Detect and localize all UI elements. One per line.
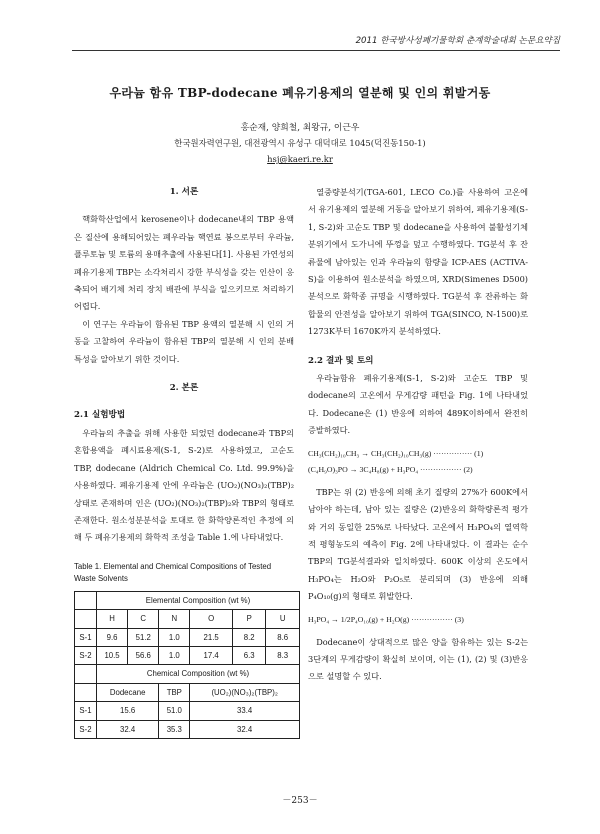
paper-email	[0, 154, 600, 164]
chemical-col-dodecane: Dodecane	[97, 683, 159, 701]
results-paragraph-1: 우라늄함유 폐유기용제(S-1, S-2)와 고순도 TBP 및 dodecane의 고온에서 무게감량 패턴을 Fig. 1에 나타내었다. Dodecane은 (1) 반응에 의하여 489K이하에서 완전히 증발하였다.	[308, 373, 528, 436]
paper-affiliation: 한국원자력연구원, 대전광역시 유성구 대덕대로 1045(덕진동150-1)	[174, 138, 426, 148]
table-row: S-1 9.6 51.2 1.0 21.5 8.2 8.6	[75, 628, 300, 646]
elemental-header: Elemental Composition (wt %)	[97, 591, 300, 609]
elemental-col-n: N	[159, 610, 190, 628]
left-column	[74, 184, 294, 739]
table-row: S-2 10.5 56.6 1.0 17.4 6.3 8.3	[75, 646, 300, 664]
chemical-col-complex: (UO₂)(NO₃)₂(TBP)₂	[190, 683, 300, 701]
chemical-header: Chemical Composition (wt %)	[97, 665, 300, 683]
equation-1: CH₃(CH₂)₁₀CH₃ → CH₃(CH₂)₁₀CH₃(g) ··············· (1)	[308, 448, 484, 458]
section-2-2-title: 2.2 결과 및 토의	[308, 355, 374, 366]
table-row: S-2 32.4 35.3 32.4	[75, 720, 300, 738]
method-paragraph: 열중량분석기(TGA-601, LECO Co.)를 사용하여 고온에서 유기용제의 열분해 거동을 알아보기 위하여, 폐유기용제(S-1, S-2)와 고순도 TBP 및 dodecane을 사용하여 불활성기체분위기에서 도가니에 뚜껑을 덮고 수행하였다. TG분석 후 잔류물에 남아있는 인과 우라늄의 함량을 ICP-AES (ACTIVA-S)을 이용하여 원소분석을 하였으며, XRD(Simenes D500)분석으로 화학종 규명을 시행하였다. TG분석 후 잔류하는 화합물의 안전성을 알아보기 위하여 TGA(SINCO, N-1500)로 1273K부터 1670K까지 분석하였다.	[308, 187, 528, 337]
chemical-col-tbp: TBP	[159, 683, 190, 701]
equation-2: (C₄H₉O)₃PO → 3C₄H₈(g) + H₃PO₄ ················ (2)	[308, 464, 473, 474]
section-1-paragraph-1: 핵화학산업에서 kerosene이나 dodecane내의 TBP 용액은 질산에 용해되어있는 폐우라늄 핵연료 봉으로부터 우라늄, 플루토늄 및 토륨의 용매추출에 사용된다[1]. 사용된 가연성의 폐유기용제 TBP는 소각처리시 강한 부식성을 갖는 인산이 응축되어 배기체 처리 장치 배관에 부식을 일으키므로 처리하기 어렵다.	[74, 214, 294, 312]
results-paragraph-2: TBP는 위 (2) 반응에 의해 초기 질량의 27%가 600K에서 남아야 하는데, 남아 있는 질량은 (2)반응의 화학량론적 평가와 거의 동일한 25%로 나타났다. 고온에서 H₃PO₄의 열역학적 평형농도의 예측이 Fig. 2에 나타내었다. 이 결과는 순수 TBP의 TG분석결과와 일치하였다. 600K 이상의 온도에서 H₃PO₄는 H₂O와 P₂O₅로 분리되며 (3) 반응에 의해 P₄O₁₀(g)의 형태로 휘발한다.	[308, 486, 528, 602]
elemental-col-c: C	[128, 610, 159, 628]
elemental-col-u: U	[266, 610, 300, 628]
paper-authors: 홍순재, 양희철, 최왕규, 이근우	[240, 123, 360, 133]
section-1-paragraph-2: 이 연구는 우라늄이 함유된 TBP 용액의 열분해 시 인의 거동을 고찰하여 우라늄이 함유된 TBP의 열분해 시 인의 분배 특성을 알아보기 위한 것이다.	[74, 318, 294, 364]
table-corner	[75, 591, 97, 609]
table-row: S-1 15.6 51.0 33.4	[75, 702, 300, 720]
email-link[interactable]: hsj@kaeri.re.kr	[267, 154, 333, 164]
section-2-1-title: 2.1 실험방법	[74, 410, 126, 421]
elemental-col-h: H	[97, 610, 128, 628]
table-1-caption: Table 1. Elemental and Chemical Compositions of Tested Waste Solvents	[74, 561, 272, 583]
journal-header: 2011 한국방사성폐기물학회 춘계학술대회 논문요약집	[355, 36, 560, 46]
page-number: －253－	[282, 796, 318, 806]
section-2-title: 2. 본론	[169, 383, 199, 394]
equation-3: H₃PO₄ → 1/2P₄O₁₀(g) + H₂O(g) ················ (3)	[308, 614, 464, 624]
elemental-col-p: P	[232, 610, 265, 628]
elemental-col-o: O	[190, 610, 233, 628]
section-1-title: 1. 서론	[169, 187, 199, 197]
results-paragraph-3: Dodecane이 상대적으로 많은 양을 함유하는 있는 S-2는 3단계의 무게감량이 확실히 보이며, 이는 (1), (2) 및 (3)반응으로 설명할 수 있다.	[308, 636, 528, 682]
paper-title: 우라늄 함유 TBP-dodecane 폐유기용제의 열분해 및 인의 휘발거동	[109, 86, 491, 100]
right-column	[308, 184, 528, 686]
composition-table	[74, 591, 300, 739]
header-divider	[72, 50, 560, 51]
section-2-1-paragraph: 우라늄의 추출을 위해 사용한 되었던 dodecane과 TBP의 혼합용액을 폐시료용제(S-1, S-2)로 사용하였고, 고순도 TBP, dodecane (Aldrich Chemical Co. Ltd. 99.9%)을 사용하였다. 폐유기용제 안에 우라늄은 (UO₂)(NO₃)₂(TBP)₂ 상태로 존재하며 인은 (UO₂)(NO₃)₂(TBP)₂와 TBP의 형태로 존재한다. 원소성분분석을 토대로 한 화학양론적인 추정에 의해 두 폐유기용제의 화학적 조성을 Table 1.에 나타내었다.	[74, 427, 294, 543]
